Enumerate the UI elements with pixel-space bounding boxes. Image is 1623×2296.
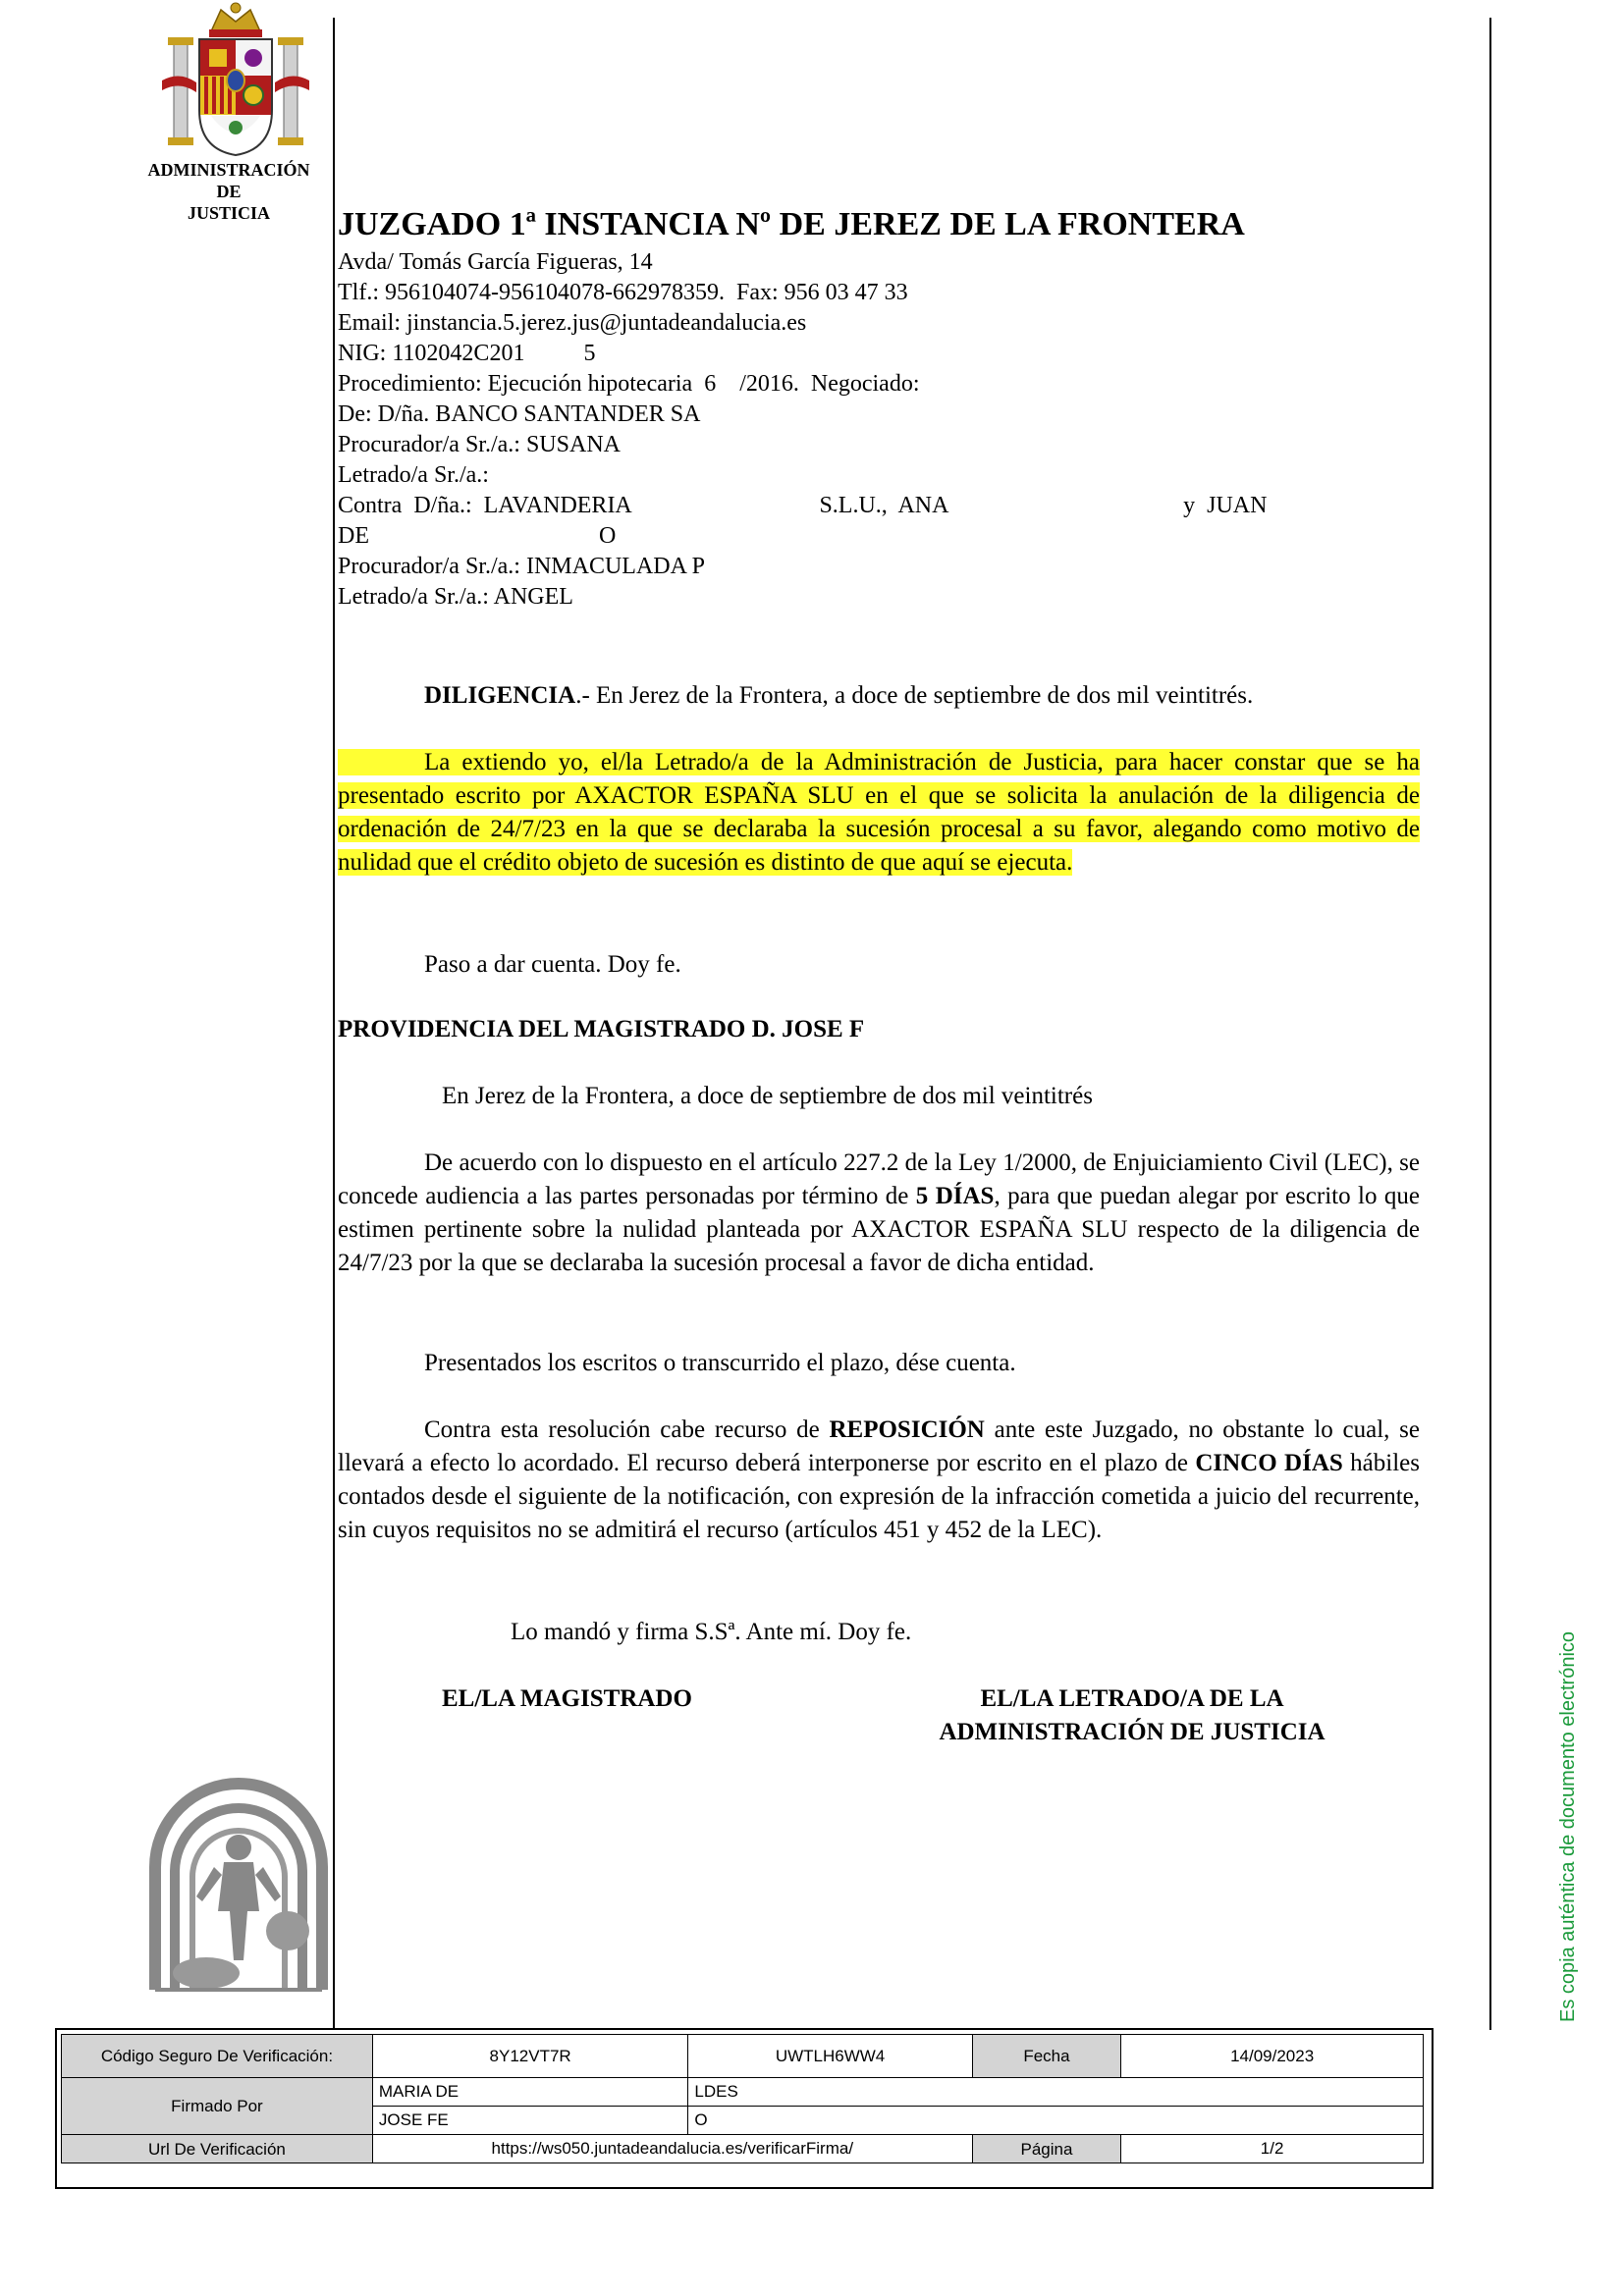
paso-paragraph	[338, 948, 1420, 982]
authentic-copy-note: Es copia auténtica de documento electrónico	[1557, 1630, 1579, 2022]
plaintiff-letrado-line: Letrado/a Sr./a.:	[338, 462, 489, 488]
diligencia-paragraph	[338, 679, 1420, 713]
codigo-label: Código Seguro De Verificación:	[62, 2035, 373, 2078]
firmado-label: Firmado Por	[62, 2078, 373, 2135]
junta-de-andalucia-logo-icon	[145, 1749, 332, 1995]
court-address: Avda/ Tomás García Figueras, 14	[338, 249, 653, 275]
court-phone: Tlf.: 956104074-956104078-662978359. Fax: 956 03 47 33	[338, 280, 908, 305]
presentados-text: Presentados los escritos o transcurrido el plazo, dése cuenta.	[424, 1350, 1016, 1376]
administration-of-justice-label	[126, 159, 332, 224]
recurso-paragraph	[338, 1414, 1420, 1547]
table-row	[62, 2035, 1424, 2078]
left-margin-rule	[333, 18, 335, 2030]
signature-letrado-line-2: ADMINISTRACIÓN DE JUSTICIA	[939, 1719, 1325, 1745]
signature-letrado	[901, 1682, 1363, 1749]
providencia-title: PROVIDENCIA DEL MAGISTRADO D. JOSE F	[338, 1016, 865, 1042]
providencia-date: En Jerez de la Frontera, a doce de septiembre de dos mil veintitrés	[442, 1083, 1093, 1109]
right-margin-rule	[1489, 18, 1491, 2030]
extiendo-paragraph	[338, 746, 1420, 880]
diligencia-text: .- En Jerez de la Frontera, a doce de septiembre de dos mil veintitrés.	[575, 682, 1254, 709]
table-row	[62, 2078, 1424, 2107]
codigo-value-2: UWTLH6WW4	[688, 2035, 972, 2078]
acuerdo-text-2: , para que puedan alegar por escrito lo que estimen pertinente sobre la nulidad planteada por AXACTOR ESPAÑA SLU respecto de la diligencia de 24/7/23 por la que se declaraba la sucesión procesal a favor de dicha entidad.	[338, 1183, 1420, 1276]
coat-of-arms-icon	[152, 2, 319, 159]
recurso-text-3: hábiles contados desde el siguiente de la notificación, con expresión de la infracción cometida a juicio del recurrente, sin cuyos requisitos no se admitirá el recurso (artículos 451 y 452 de la LEC).	[338, 1450, 1420, 1543]
url-label: Url De Verificación	[62, 2135, 373, 2163]
mando-text: Lo mandó y firma S.Sª. Ante mí. Doy fe.	[511, 1619, 912, 1645]
firmante-1-surname: LDES	[688, 2078, 1424, 2107]
court-title: JUZGADO 1ª INSTANCIA Nº DE JEREZ DE LA FRONTERA	[338, 206, 1245, 242]
codigo-value-1: 8Y12VT7R	[372, 2035, 687, 2078]
providencia-date-paragraph	[338, 1080, 1420, 1113]
cinco-dias-label: CINCO DÍAS	[1195, 1450, 1343, 1476]
diligencia-label: DILIGENCIA	[424, 682, 576, 709]
admin-label-line-3: JUSTICIA	[187, 203, 271, 223]
firmante-2-name: JOSE FE	[372, 2107, 687, 2135]
plaintiff-procurador-line: Procurador/a Sr./a.: SUSANA	[338, 432, 621, 457]
defendant-letrado-line: Letrado/a Sr./a.: ANGEL	[338, 584, 573, 610]
acuerdo-text-1: De acuerdo con lo dispuesto en el artículo 227.2 de la Ley 1/2000, de Enjuiciamiento Civil (LEC), se concede audiencia a las partes personadas por término de	[338, 1149, 1420, 1209]
paso-text: Paso a dar cuenta. Doy fe.	[424, 951, 681, 978]
presentados-paragraph	[338, 1347, 1420, 1380]
admin-label-line-2: DE	[216, 182, 242, 201]
extiendo-text: La extiendo yo, el/la Letrado/a de la Administración de Justicia, para hacer constar que se ha presentado escrito por AXACTOR ESPAÑA SLU en el que se solicita la anulación de la diligencia de ordenación de 24/7/23 en la que se declaraba la sucesión procesal a su favor, alegando como motivo de nulidad que el crédito objeto de sucesión es distinto de que aquí se ejecuta.	[338, 749, 1420, 876]
verification-table	[61, 2034, 1424, 2163]
recurso-text-1: Contra esta resolución cabe recurso de	[424, 1416, 830, 1443]
defendant-procurador-line: Procurador/a Sr./a.: INMACULADA P	[338, 554, 705, 579]
procedure-line: Procedimiento: Ejecución hipotecaria 6 /2016. Negociado:	[338, 371, 920, 397]
signature-letrado-line-1: EL/LA LETRADO/A DE LA	[980, 1685, 1284, 1712]
signature-magistrado: EL/LA MAGISTRADO	[442, 1685, 692, 1712]
firmante-2-surname: O	[688, 2107, 1424, 2135]
plaintiff-line: De: D/ña. BANCO SANTANDER SA	[338, 401, 701, 427]
nig-line: NIG: 1102042C201 5	[338, 341, 596, 366]
admin-label-line-1: ADMINISTRACIÓN	[147, 160, 310, 180]
defendant-line: Contra D/ña.: LAVANDERIA S.L.U., ANA y JUAN	[338, 493, 1268, 518]
defendant-line-continued: DE O	[338, 523, 617, 549]
verification-url[interactable]: https://ws050.juntadeandalucia.es/verificarFirma/	[372, 2135, 972, 2163]
reposicion-label: REPOSICIÓN	[829, 1416, 985, 1443]
firmante-1-name: MARIA DE	[372, 2078, 687, 2107]
mando-paragraph	[338, 1616, 1420, 1649]
fecha-label: Fecha	[972, 2035, 1121, 2078]
fecha-value: 14/09/2023	[1121, 2035, 1424, 2078]
table-row	[62, 2135, 1424, 2163]
plazo-dias: 5 DÍAS	[915, 1183, 995, 1209]
acuerdo-paragraph	[338, 1147, 1420, 1280]
pagina-label: Página	[972, 2135, 1121, 2163]
pagina-value: 1/2	[1121, 2135, 1424, 2163]
court-email: Email: jinstancia.5.jerez.jus@juntadeandalucia.es	[338, 310, 807, 336]
recurso-text-2: ante este Juzgado, no obstante lo cual, se llevará a efecto lo acordado. El recurso deberá interponerse por escrito en el plazo de	[338, 1416, 1420, 1476]
